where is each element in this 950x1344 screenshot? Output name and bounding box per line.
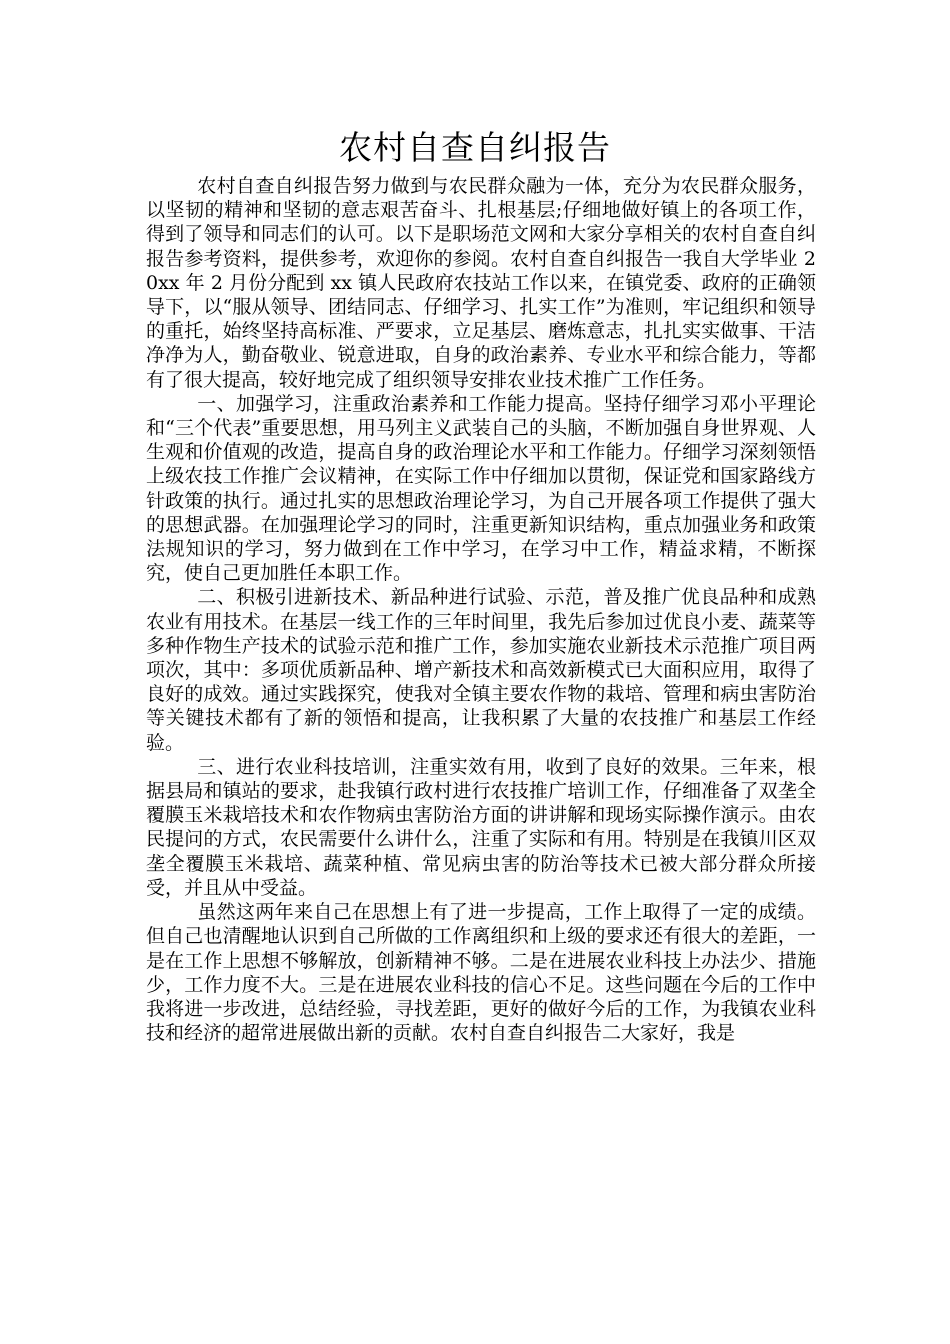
paragraph-study: 一、加强学习，注重政治素养和工作能力提高。坚持仔细学习邓小平理论和“三个代表”重要思想，用马列主义武装自己的头脑，不断加强自身世界观、人生观和价值观的改造，提高自身的政治理论水平和工作能力。仔细学习深刻领悟上级农技工作推广会议精神，在实际工作中仔细加以贯彻，保证党和国家路线方针政策的执行。通过扎实的思想政治理论学习，为自己开展各项工作提供了强大的思想武器。在加强理论学习的同时，注重更新知识结构，重点加强业务和政策法规知识的学习，努力做到在工作中学习，在学习中工作，精益求精，不断探究，使自己更加胜任本职工作。 xyxy=(146,392,816,585)
paragraph-training: 三、进行农业科技培训，注重实效有用，收到了良好的效果。三年来，根据县局和镇站的要求，赴我镇行政村进行农技推广培训工作，仔细准备了双垄全覆膜玉米栽培技术和农作物病虫害防治方面的讲讲解和现场实际操作演示。由农民提问的方式，农民需要什么讲什么，注重了实际和有用。特别是在我镇川区双垄全覆膜玉米栽培、蔬菜种植、常见病虫害的防治等技术已被大部分群众所接受，并且从中受益。 xyxy=(146,755,816,899)
document-body xyxy=(146,174,816,1045)
paragraph-new-technology: 二、积极引进新技术、新品种进行试验、示范，普及推广优良品种和成熟农业有用技术。在基层一线工作的三年时间里，我先后参加过优良小麦、蔬菜等多种作物生产技术的试验示范和推广工作，参加实施农业新技术示范推广项目两项次，其中：多项优质新品种、增产新技术和高效新模式已大面积应用，取得了良好的成效。通过实践探究，使我对全镇主要农作物的栽培、管理和病虫害防治等关键技术都有了新的领悟和提高，让我积累了大量的农技推广和基层工作经验。 xyxy=(146,586,816,754)
paragraph-intro: 农村自查自纠报告努力做到与农民群众融为一体，充分为农民群众服务，以坚韧的精神和坚韧的意志艰苦奋斗、扎根基层;仔细地做好镇上的各项工作，得到了领导和同志们的认可。以下是职场范文网和大家分享相关的农村自查自纠报告参考资料，提供参考，欢迎你的参阅。农村自查自纠报告一我自大学毕业 20xx 年 2 月份分配到 xx 镇人民政府农技站工作以来，在镇党委、政府的正确领导下，以“服从领导、团结同志、仔细学习、扎实工作”为准则，牢记组织和领导的重托，始终坚持高标准、严要求，立足基层、磨炼意志，扎扎实实做事、干洁净净为人，勤奋敬业、锐意进取，自身的政治素养、专业水平和综合能力，等都有了很大提高，较好地完成了组织领导安排农业技术推广工作任务。 xyxy=(146,175,816,391)
document-title: 农村自查自纠报告 xyxy=(339,128,611,167)
paragraph-shortcomings: 虽然这两年来自己在思想上有了进一步提高，工作上取得了一定的成绩。但自己也清醒地认识到自己所做的工作离组织和上级的要求还有很大的差距，一是在工作上思想不够解放，创新精神不够。二是在进展农业科技上办法少、措施少，工作力度不大。三是在进展农业科技的信心不足。这些问题在今后的工作中我将进一步改进，总结经验，寻找差距，更好的做好今后的工作，为我镇农业科技和经济的超常进展做出新的贡献。农村自查自纠报告二大家好，我是 xyxy=(146,901,816,1045)
